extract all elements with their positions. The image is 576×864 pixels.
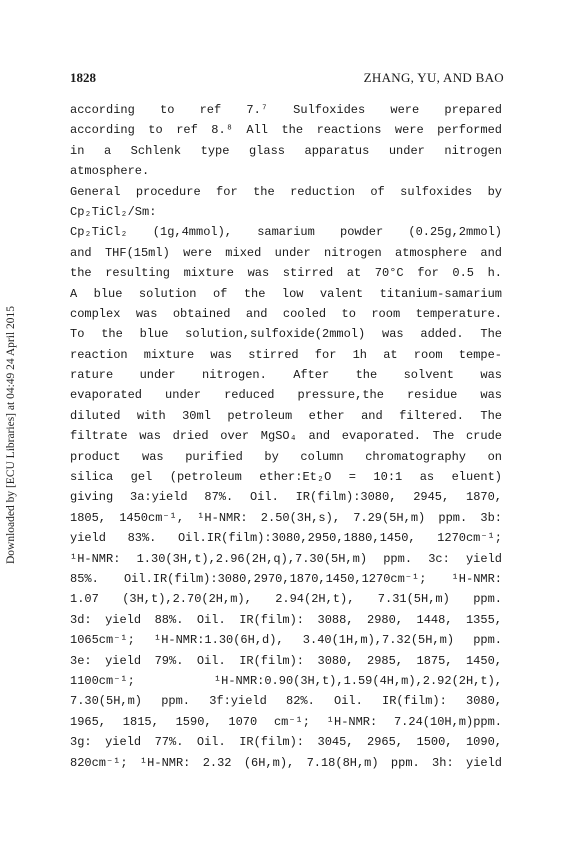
text-line: the resulting mixture was stirred at 70°C for 0.5 h. [70, 266, 502, 281]
text-line: A blue solution of the low valent titanium-samarium [70, 286, 502, 301]
text-line: in a Schlenk type glass apparatus under nitrogen [70, 143, 502, 158]
text-line: diluted with 30ml petroleum ether and filtered. The [70, 408, 502, 423]
text-line: evaporated under reduced pressure,the residue was [70, 388, 502, 403]
text-line: 1.07 (3H,t),2.70(2H,m), 2.94(2H,t), 7.31(5H,m) ppm. [70, 592, 502, 607]
text-line: 85%. Oil.IR(film):3080,2970,1870,1450,1270cm⁻¹; ¹H-NMR: [70, 571, 502, 586]
text-line: rature under nitrogen. After the solvent was [70, 368, 502, 383]
text-line: ¹H-NMR: 1.30(3H,t),2.96(2H,q),7.30(5H,m) ppm. 3c: yield [70, 551, 502, 566]
text-line: 1805, 1450cm⁻¹, ¹H-NMR: 2.50(3H,s), 7.29(5H,m) ppm. 3b: [70, 510, 502, 525]
body-text [70, 100, 502, 773]
text-line: filtrate was dried over MgSO₄ and evaporated. The crude [70, 429, 502, 444]
text-line: reaction mixture was stirred for 1h at room tempe- [70, 347, 502, 362]
text-line: 3e: yield 79%. Oil. IR(film): 3080, 2985, 1875, 1450, [70, 653, 502, 668]
page-number: 1828 [70, 70, 96, 85]
download-watermark [3, 255, 19, 615]
text-line: Cp₂TiCl₂/Sm: [70, 204, 157, 219]
text-line: 1065cm⁻¹; ¹H-NMR:1.30(6H,d), 3.40(1H,m),7.32(5H,m) ppm. [70, 633, 502, 648]
text-line: 7.30(5H,m) ppm. 3f:yield 82%. Oil. IR(film): 3080, [70, 694, 502, 709]
text-line: To the blue solution,sulfoxide(2mmol) was added. The [70, 327, 502, 342]
text-line: 820cm⁻¹; ¹H-NMR: 2.32 (6H,m), 7.18(8H,m) ppm. 3h: yield [70, 755, 502, 770]
text-line: 3g: yield 77%. Oil. IR(film): 3045, 2965, 1500, 1090, [70, 735, 502, 750]
text-line: according to ref 7.⁷ Sulfoxides were prepared [70, 103, 502, 117]
text-line: giving 3a:yield 87%. Oil. IR(film):3080, 2945, 1870, [70, 490, 502, 505]
text-line: 3d: yield 88%. Oil. IR(film): 3088, 2980, 1448, 1355, [70, 612, 502, 627]
text-line: complex was obtained and cooled to room temperature. [70, 306, 502, 321]
text-line: product was purified by column chromatography on [70, 449, 502, 464]
text-line: 1100cm⁻¹; ¹H-NMR:0.90(3H,t),1.59(4H,m),2.92(2H,t), [70, 673, 502, 688]
text-line: Cp₂TiCl₂ (1g,4mmol), samarium powder (0.25g,2mmol) [70, 225, 502, 240]
watermark-text: Downloaded by [ECU Libraries] at 04:49 24 April 2015 [5, 305, 17, 565]
text-line: 1965, 1815, 1590, 1070 cm⁻¹; ¹H-NMR: 7.24(10H,m)ppm. [70, 714, 502, 729]
running-head: ZHANG, YU, AND BAO [363, 70, 504, 85]
text-line: and THF(15ml) were mixed under nitrogen atmosphere and [70, 245, 502, 260]
text-line: atmosphere. [70, 164, 150, 179]
text-line: General procedure for the reduction of sulfoxides by [70, 184, 502, 199]
text-line: silica gel (petroleum ether:Et₂O = 10:1 as eluent) [70, 470, 502, 485]
text-line: according to ref 8.⁸ All the reactions were performed [70, 123, 502, 138]
text-line: yield 83%. Oil.IR(film):3080,2950,1880,1450, 1270cm⁻¹; [70, 531, 502, 546]
